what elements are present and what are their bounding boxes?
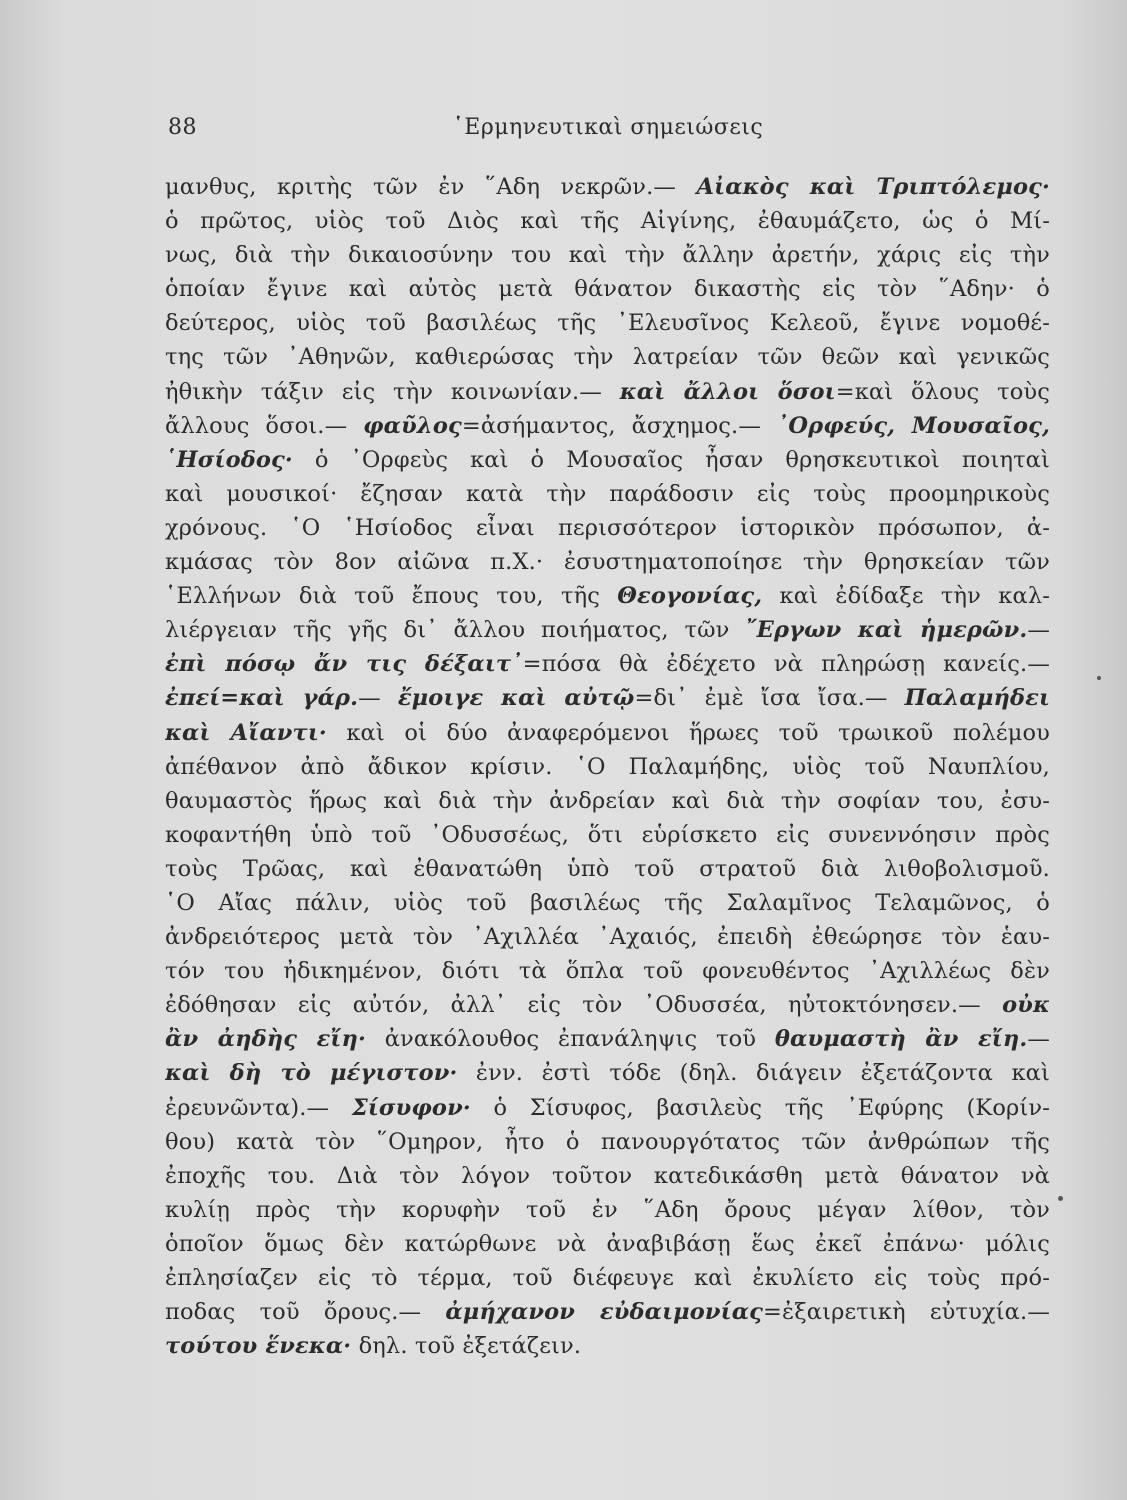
lemma-term: Παλαμήδει	[904, 685, 1050, 712]
text-line	[165, 954, 1050, 988]
text-run: ἐνν. ἐστὶ τόδε (δηλ. διάγειν ἐξετάζοντα καὶ	[457, 1060, 1050, 1087]
text-run: ἄλλους ὅσοι.—	[165, 412, 364, 439]
lemma-term: Αἰακὸς καὶ Τριπτόλεμος·	[696, 174, 1050, 200]
text-run: λιέργειαν τῆς γῆς δι᾿ ἄλλου ποιήματος, τῶν	[165, 617, 746, 644]
text-line	[165, 852, 1050, 886]
text-line	[165, 170, 1050, 204]
text-run: καὶ οἱ δύο ἀναφερόμενοι ἥρωες τοῦ τρωικοῦ πολέμου	[326, 719, 1050, 746]
text-line	[165, 579, 1050, 613]
text-line	[165, 988, 1050, 1022]
lemma-term: καὶ ἄλλοι ὅσοι	[619, 378, 836, 405]
lemma-term: ἐπεί=καὶ γάρ.	[165, 685, 359, 712]
text-line	[165, 340, 1050, 374]
lemma-term: ἐπὶ πόσῳ ἄν τις δέξαιτ᾿	[165, 651, 523, 678]
text-line	[165, 1227, 1050, 1261]
text-run: ἐποχῆς του. Διὰ τὸν λόγον τοῦτον κατεδικάσθη μετὰ θάνατον νὰ	[165, 1162, 1050, 1189]
text-run: ἀπέθανον ἀπὸ ἄδικον κρίσιν. ῾Ο Παλαμήδης, υἱὸς τοῦ Ναυπλίου,	[165, 753, 1050, 780]
text-line	[165, 818, 1050, 852]
text-line	[165, 477, 1050, 511]
text-run: μανθυς, κριτὴς τῶν ἐν ῞Αδη νεκρῶν.—	[165, 174, 697, 200]
text-run: ῾Ελλήνων διὰ τοῦ ἔπους του, τῆς	[165, 583, 618, 610]
text-run: —	[358, 685, 398, 712]
text-line	[165, 1295, 1050, 1329]
text-run: χρόνους. ῾Ο ῾Ησίοδος εἶναι περισσότερον ἱστορικὸν πρόσωπον, ἀ-	[165, 514, 1050, 541]
text-line	[165, 1056, 1050, 1090]
text-run: ἐρευνῶντα).—	[165, 1094, 352, 1121]
text-run: καὶ ἐδίδαξε τὴν καλ-	[762, 583, 1050, 610]
text-run: ἐπλησίαζεν εἰς τὸ τέρμα, τοῦ διέφευγε καὶ ἐκυλίετο εἰς τοὺς πρό-	[165, 1265, 1050, 1291]
text-run: ἐδόθησαν εἰς αὐτόν, ἀλλ᾿ εἰς τὸν ᾿Οδυσσέα, ηὐτοκτόνησεν.—	[165, 992, 1003, 1019]
running-title: ῾Ερμηνευτικαὶ σημειώσεις	[452, 115, 764, 140]
lemma-term: φαῦλος	[363, 412, 462, 439]
text-line	[165, 238, 1050, 272]
page-number: 88	[168, 115, 197, 140]
text-line	[165, 1091, 1050, 1125]
text-line	[165, 613, 1050, 647]
text-line	[165, 375, 1050, 409]
text-run: κυλίῃ πρὸς τὴν κορυφὴν τοῦ ἐν ῞Αδη ὄρους μέγαν λίθον, τὸν	[165, 1196, 1050, 1223]
text-run: ὁ Σίσυφος, βασιλεὺς τῆς ᾿Εφύρης (Κορίν-	[470, 1094, 1050, 1121]
lemma-term: ἂν ἀηδὴς εἴη·	[165, 1026, 366, 1053]
commentary-text	[165, 170, 1050, 1363]
text-line	[165, 716, 1050, 750]
text-run: =ἀσήμαντος, ἄσχημος.—	[461, 412, 777, 439]
text-run: ῾Ο Αἴας πάλιν, υἱὸς τοῦ βασιλέως τῆς Σαλαμῖνος Τελαμῶνος, ὁ	[165, 889, 1050, 916]
text-line	[165, 1261, 1050, 1295]
text-line	[165, 443, 1050, 477]
text-run: κμάσας τὸν 8ον αἰῶνα π.Χ.· ἐσυστηματοποίησε τὴν θρησκείαν τῶν	[165, 549, 1050, 576]
text-line	[165, 1329, 1050, 1363]
text-line	[165, 647, 1050, 681]
text-line	[165, 1125, 1050, 1159]
text-line	[165, 272, 1050, 306]
text-run: ὁ πρῶτος, υἱὸς τοῦ Διὸς καὶ τῆς Αἰγίνης, ἐθαυμάζετο, ὡς ὁ Μί-	[165, 208, 1050, 235]
text-line	[165, 886, 1050, 920]
text-run: —	[1027, 1026, 1050, 1053]
text-run: δεύτερος, υἱὸς τοῦ βασιλέως τῆς ᾿Ελευσῖνος Κελεοῦ, ἔγινε νομοθέ-	[165, 310, 1050, 337]
text-line	[165, 681, 1050, 715]
lemma-term: καὶ Αἴαντι·	[165, 719, 327, 746]
speck	[1058, 1196, 1063, 1201]
lemma-term: θαυμαστὴ ἂν εἴη.	[774, 1026, 1028, 1053]
text-line	[165, 784, 1050, 818]
lemma-term: Σίσυφον·	[351, 1094, 471, 1121]
text-run: —	[1027, 617, 1050, 644]
text-run: ἠθικὴν τάξιν εἰς τὴν κοινωνίαν.—	[165, 378, 620, 405]
text-run: θου) κατὰ τὸν ῞Ομηρον, ἦτο ὁ πανουργότατος τῶν ἀνθρώπων τῆς	[165, 1128, 1050, 1155]
speck	[1097, 676, 1101, 680]
text-line	[165, 1022, 1050, 1056]
lemma-term: ἀμήχανον εὐδαιμονίας	[445, 1299, 764, 1326]
text-line	[165, 1159, 1050, 1193]
text-run: =πόσα θὰ ἐδέχετο νὰ πληρώσῃ κανείς.—	[522, 651, 1050, 678]
text-line	[165, 750, 1050, 784]
lemma-term: τούτου ἕνεκα·	[165, 1333, 352, 1360]
page-header	[168, 115, 1048, 151]
text-run: κοφαντήθη ὑπὸ τοῦ ᾿Οδυσσέως, ὅτι εὑρίσκετο εἰς συνεννόησιν πρὸς	[165, 821, 1050, 848]
lemma-term: ᾿Ορφεύς, Μουσαῖος,	[776, 412, 1050, 439]
lemma-term: οὐκ	[1002, 992, 1050, 1019]
lemma-term: ῎Εργων καὶ ἡμερῶν.	[745, 617, 1028, 644]
text-line	[165, 920, 1050, 954]
lemma-term: καὶ δὴ τὸ μέγιστον·	[165, 1060, 458, 1087]
text-run: δηλ. τοῦ ἐξετάζειν.	[351, 1333, 582, 1360]
text-line	[165, 1193, 1050, 1227]
text-line	[165, 511, 1050, 545]
text-line	[165, 545, 1050, 579]
text-run: =καὶ ὅλους τοὺς	[835, 378, 1050, 405]
text-run: ὁποίαν ἔγινε καὶ αὐτὸς μετὰ θάνατον δικαστὴς εἰς τὸν ῞Αδην· ὁ	[165, 276, 1050, 303]
text-run: ἀνακόλουθος ἐπανάληψις τοῦ	[365, 1026, 775, 1053]
text-run: θαυμαστὸς ἥρως καὶ διὰ τὴν ἀνδρείαν καὶ διὰ τὴν σοφίαν του, ἐσυ-	[165, 787, 1050, 814]
lemma-term: Θεογονίας,	[617, 583, 763, 610]
lemma-term: ἔμοιγε καὶ αὐτῷ	[397, 685, 635, 712]
text-line	[165, 306, 1050, 340]
text-run: τόν του ἠδικημένον, διότι τὰ ὅπλα τοῦ φονευθέντος ᾿Αχιλλέως δὲν	[165, 958, 1050, 985]
text-run: ὁ ᾿Ορφεὺς καὶ ὁ Μουσαῖος ἦσαν θρησκευτικοὶ ποιηταὶ	[292, 446, 1050, 473]
text-run: =ἐξαιρετικὴ εὐτυχία.—	[763, 1299, 1050, 1326]
text-line	[165, 204, 1050, 238]
text-line	[165, 409, 1050, 443]
text-run: ποδας τοῦ ὄρους.—	[165, 1299, 446, 1326]
text-run: νως, διὰ τὴν δικαιοσύνην του καὶ τὴν ἄλλην ἀρετήν, χάρις εἰς τὴν	[165, 242, 1050, 269]
text-run: τοὺς Τρῶας, καὶ ἐθανατώθη ὑπὸ τοῦ στρατοῦ διὰ λιθοβολισμοῦ.	[165, 855, 1050, 882]
text-run: της τῶν ᾿Αθηνῶν, καθιερώσας τὴν λατρείαν τῶν θεῶν καὶ γενικῶς	[165, 344, 1050, 371]
lemma-term: ῾Ησίοδος·	[165, 446, 293, 473]
text-run: =δι᾿ ἐμὲ ἴσα ἴσα.—	[634, 685, 905, 712]
text-run: ὁποῖον ὅμως δὲν κατώρθωνε νὰ ἀναβιβάσῃ ἕως ἐκεῖ ἐπάνω· μόλις	[165, 1230, 1050, 1257]
text-run: καὶ μουσικοί· ἔζησαν κατὰ τὴν παράδοσιν εἰς τοὺς προομηρικοὺς	[165, 480, 1050, 507]
text-run: ἀνδρειότερος μετὰ τὸν ᾿Αχιλλέα ᾿Αχαιός, ἐπειδὴ ἐθεώρησε τὸν ἑαυ-	[165, 924, 1050, 951]
